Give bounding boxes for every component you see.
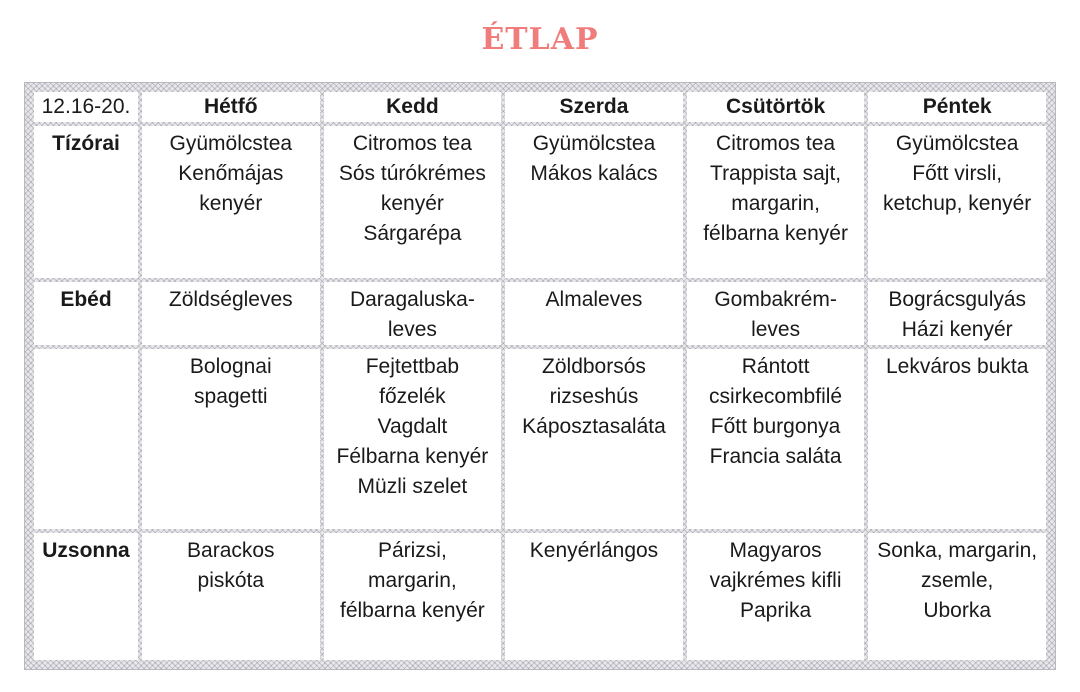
menu-item-line: Káposztasaláta — [522, 415, 666, 438]
menu-cell — [687, 126, 865, 278]
menu-item-line: Magyaros — [729, 539, 822, 562]
menu-cell — [142, 533, 320, 660]
menu-item-line: Francia saláta — [709, 445, 842, 468]
menu-item-line: Trappista sajt, — [710, 162, 842, 185]
menu-item-line: vajkrémes kifli — [709, 569, 842, 592]
menu-item-line: Uborka — [923, 599, 992, 622]
menu-item-line: Bolognai — [189, 355, 272, 378]
menu-item-line: Gyümölcstea — [169, 132, 293, 155]
row-uzsonna — [34, 533, 1046, 660]
meal-label-ebed: Ebéd — [34, 282, 138, 345]
menu-item-line: főzelék — [379, 385, 446, 408]
menu-item-line: Lekváros bukta — [885, 355, 1029, 378]
menu-item-line: félbarna kenyér — [703, 222, 848, 245]
menu-item-line: kenyér — [199, 192, 263, 215]
menu-item-line: Citromos tea — [352, 132, 472, 155]
row-ebed-soup — [34, 282, 1046, 345]
day-header-thursday: Csütörtök — [687, 92, 865, 122]
menu-item-line: Gyümölcstea — [895, 132, 1019, 155]
menu-cell — [142, 282, 320, 345]
menu-item-line: Fejtettbab — [365, 355, 460, 378]
menu-cell — [324, 282, 502, 345]
menu-cell — [505, 126, 683, 278]
menu-cell — [505, 349, 683, 529]
menu-item-line: Főtt virsli, — [912, 162, 1003, 185]
weekly-menu-table — [30, 88, 1050, 664]
menu-item-line: zsemle, — [921, 569, 994, 592]
menu-cell — [868, 126, 1046, 278]
menu-cell — [505, 282, 683, 345]
menu-item-line: Párizsi, — [377, 539, 447, 562]
menu-cell — [687, 349, 865, 529]
menu-item-line: Müzli szelet — [357, 475, 468, 498]
menu-item-line: Mákos kalács — [530, 162, 658, 185]
menu-item-line: Zöldségleves — [168, 288, 293, 311]
menu-item-line: Sárgarépa — [363, 222, 462, 245]
menu-item-line: Gombakrém- — [714, 288, 837, 311]
menu-cell — [505, 533, 683, 660]
menu-cell — [324, 533, 502, 660]
menu-item-line: Vagdalt — [377, 415, 448, 438]
menu-cell — [324, 126, 502, 278]
menu-cell — [687, 533, 865, 660]
menu-item-line: Kenyérlángos — [529, 539, 659, 562]
menu-item-line: Bográcsgulyás — [888, 288, 1027, 311]
menu-item-line: rizseshús — [549, 385, 639, 408]
menu-item-line: kenyér — [380, 192, 444, 215]
menu-item-line: Sós túrókrémes — [338, 162, 486, 185]
menu-item-line: margarin, — [731, 192, 820, 215]
menu-item-line: Paprika — [739, 599, 812, 622]
row-tizorai — [34, 126, 1046, 278]
menu-item-line: margarin, — [368, 569, 457, 592]
menu-item-line: Barackos — [187, 539, 275, 562]
menu-cell — [142, 349, 320, 529]
menu-item-line: félbarna kenyér — [340, 599, 485, 622]
menu-item-line: Gyümölcstea — [532, 132, 656, 155]
day-header-friday: Péntek — [868, 92, 1046, 122]
menu-title: ÉTLAP — [481, 22, 599, 57]
day-header-tuesday: Kedd — [324, 92, 502, 122]
menu-cell — [868, 282, 1046, 345]
date-range-cell: 12.16-20. — [34, 92, 138, 122]
menu-item-line: piskóta — [197, 569, 265, 592]
menu-item-line: Félbarna kenyér — [336, 445, 489, 468]
meal-label-empty — [34, 349, 138, 529]
menu-item-line: Főtt burgonya — [710, 415, 841, 438]
menu-item-line: Sonka, margarin, — [877, 539, 1038, 562]
menu-table-frame — [24, 82, 1056, 670]
menu-cell — [868, 533, 1046, 660]
menu-item-line: Kenőmájas — [178, 162, 284, 185]
header-row — [34, 92, 1046, 122]
menu-cell — [868, 349, 1046, 529]
menu-cell — [687, 282, 865, 345]
day-header-wednesday: Szerda — [505, 92, 683, 122]
menu-item-line: Citromos tea — [716, 132, 836, 155]
menu-item-line: leves — [387, 318, 437, 341]
menu-item-line: spagetti — [194, 385, 268, 408]
menu-cell — [142, 126, 320, 278]
menu-item-line: leves — [751, 318, 801, 341]
menu-item-line: ketchup, kenyér — [883, 192, 1032, 215]
meal-label-tizorai: Tízórai — [34, 126, 138, 278]
meal-label-uzsonna: Uzsonna — [34, 533, 138, 660]
menu-item-line: csirkecombfilé — [709, 385, 843, 408]
menu-item-line: Zöldborsós — [542, 355, 646, 378]
menu-item-line: Daragaluska- — [349, 288, 475, 311]
menu-item-line: Rántott — [741, 355, 810, 378]
menu-item-line: Házi kenyér — [901, 318, 1013, 341]
menu-item-line: Almaleves — [545, 288, 643, 311]
menu-cell — [324, 349, 502, 529]
row-ebed-main — [34, 349, 1046, 529]
day-header-monday: Hétfő — [142, 92, 320, 122]
